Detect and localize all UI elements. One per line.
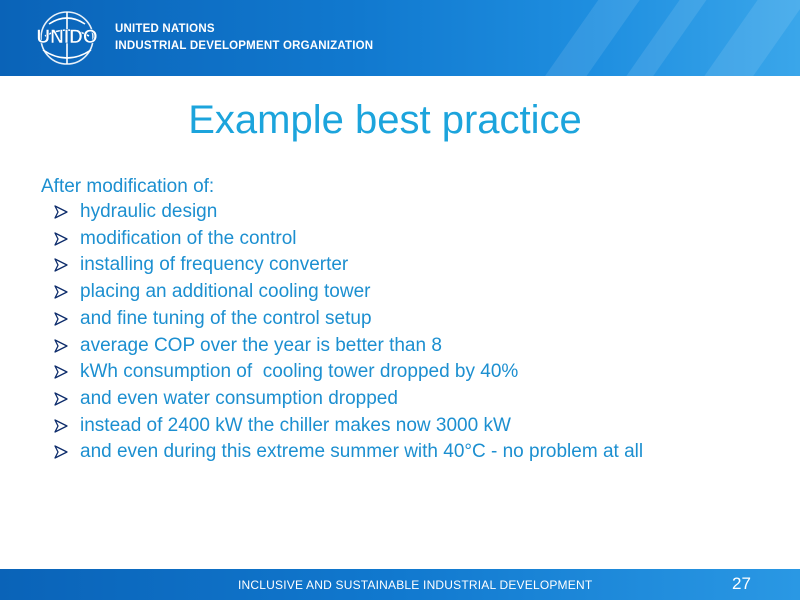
bullet-text: average COP over the year is better than 8 (80, 334, 442, 356)
footer-tagline: INCLUSIVE AND SUSTAINABLE INDUSTRIAL DEVELOPMENT (238, 578, 593, 592)
list-item (52, 439, 792, 466)
organization-name (115, 21, 373, 55)
list-item (52, 413, 792, 440)
bullet-list (52, 199, 792, 466)
footer-bar (0, 569, 800, 600)
intro-text: After modification of: (41, 176, 215, 197)
org-line-1: UNITED NATIONS (115, 23, 215, 35)
arrow-bullet-icon (54, 419, 68, 433)
bullet-text: placing an additional cooling tower (80, 281, 371, 303)
list-item (52, 333, 792, 360)
unido-logo (31, 8, 103, 68)
bullet-text: and even water consumption dropped (80, 387, 398, 409)
list-item (52, 386, 792, 413)
list-item (52, 359, 792, 386)
org-line-2: INDUSTRIAL DEVELOPMENT ORGANIZATION (115, 40, 374, 52)
bullet-text: modification of the control (80, 227, 297, 249)
arrow-bullet-icon (54, 365, 68, 379)
arrow-bullet-icon (54, 285, 68, 299)
bullet-text: instead of 2400 kW the chiller makes now 3000 kW (80, 414, 511, 436)
list-item (52, 306, 792, 333)
list-item (52, 252, 792, 279)
arrow-bullet-icon (54, 339, 68, 353)
logo-text: UNIDO (36, 27, 98, 48)
arrow-bullet-icon (54, 445, 68, 459)
page-number: 27 (732, 574, 751, 593)
header-decoration (506, 0, 649, 76)
arrow-bullet-icon (54, 258, 68, 272)
bullet-text: installing of frequency converter (80, 254, 349, 276)
arrow-bullet-icon (54, 232, 68, 246)
bullet-text: hydraulic design (80, 201, 218, 222)
arrow-bullet-icon (54, 392, 68, 406)
arrow-bullet-icon (54, 312, 68, 326)
arrow-bullet-icon (54, 205, 68, 219)
bullet-text: and even during this extreme summer with 40°C - no problem at all (80, 441, 644, 463)
list-item (52, 279, 792, 306)
slide-title: Example best practice (188, 98, 582, 142)
bullet-text: kWh consumption of cooling tower dropped by 40% (80, 361, 519, 383)
list-item (52, 226, 792, 253)
header-bar (0, 0, 800, 76)
list-item (52, 199, 792, 226)
bullet-text: and fine tuning of the control setup (80, 307, 372, 329)
